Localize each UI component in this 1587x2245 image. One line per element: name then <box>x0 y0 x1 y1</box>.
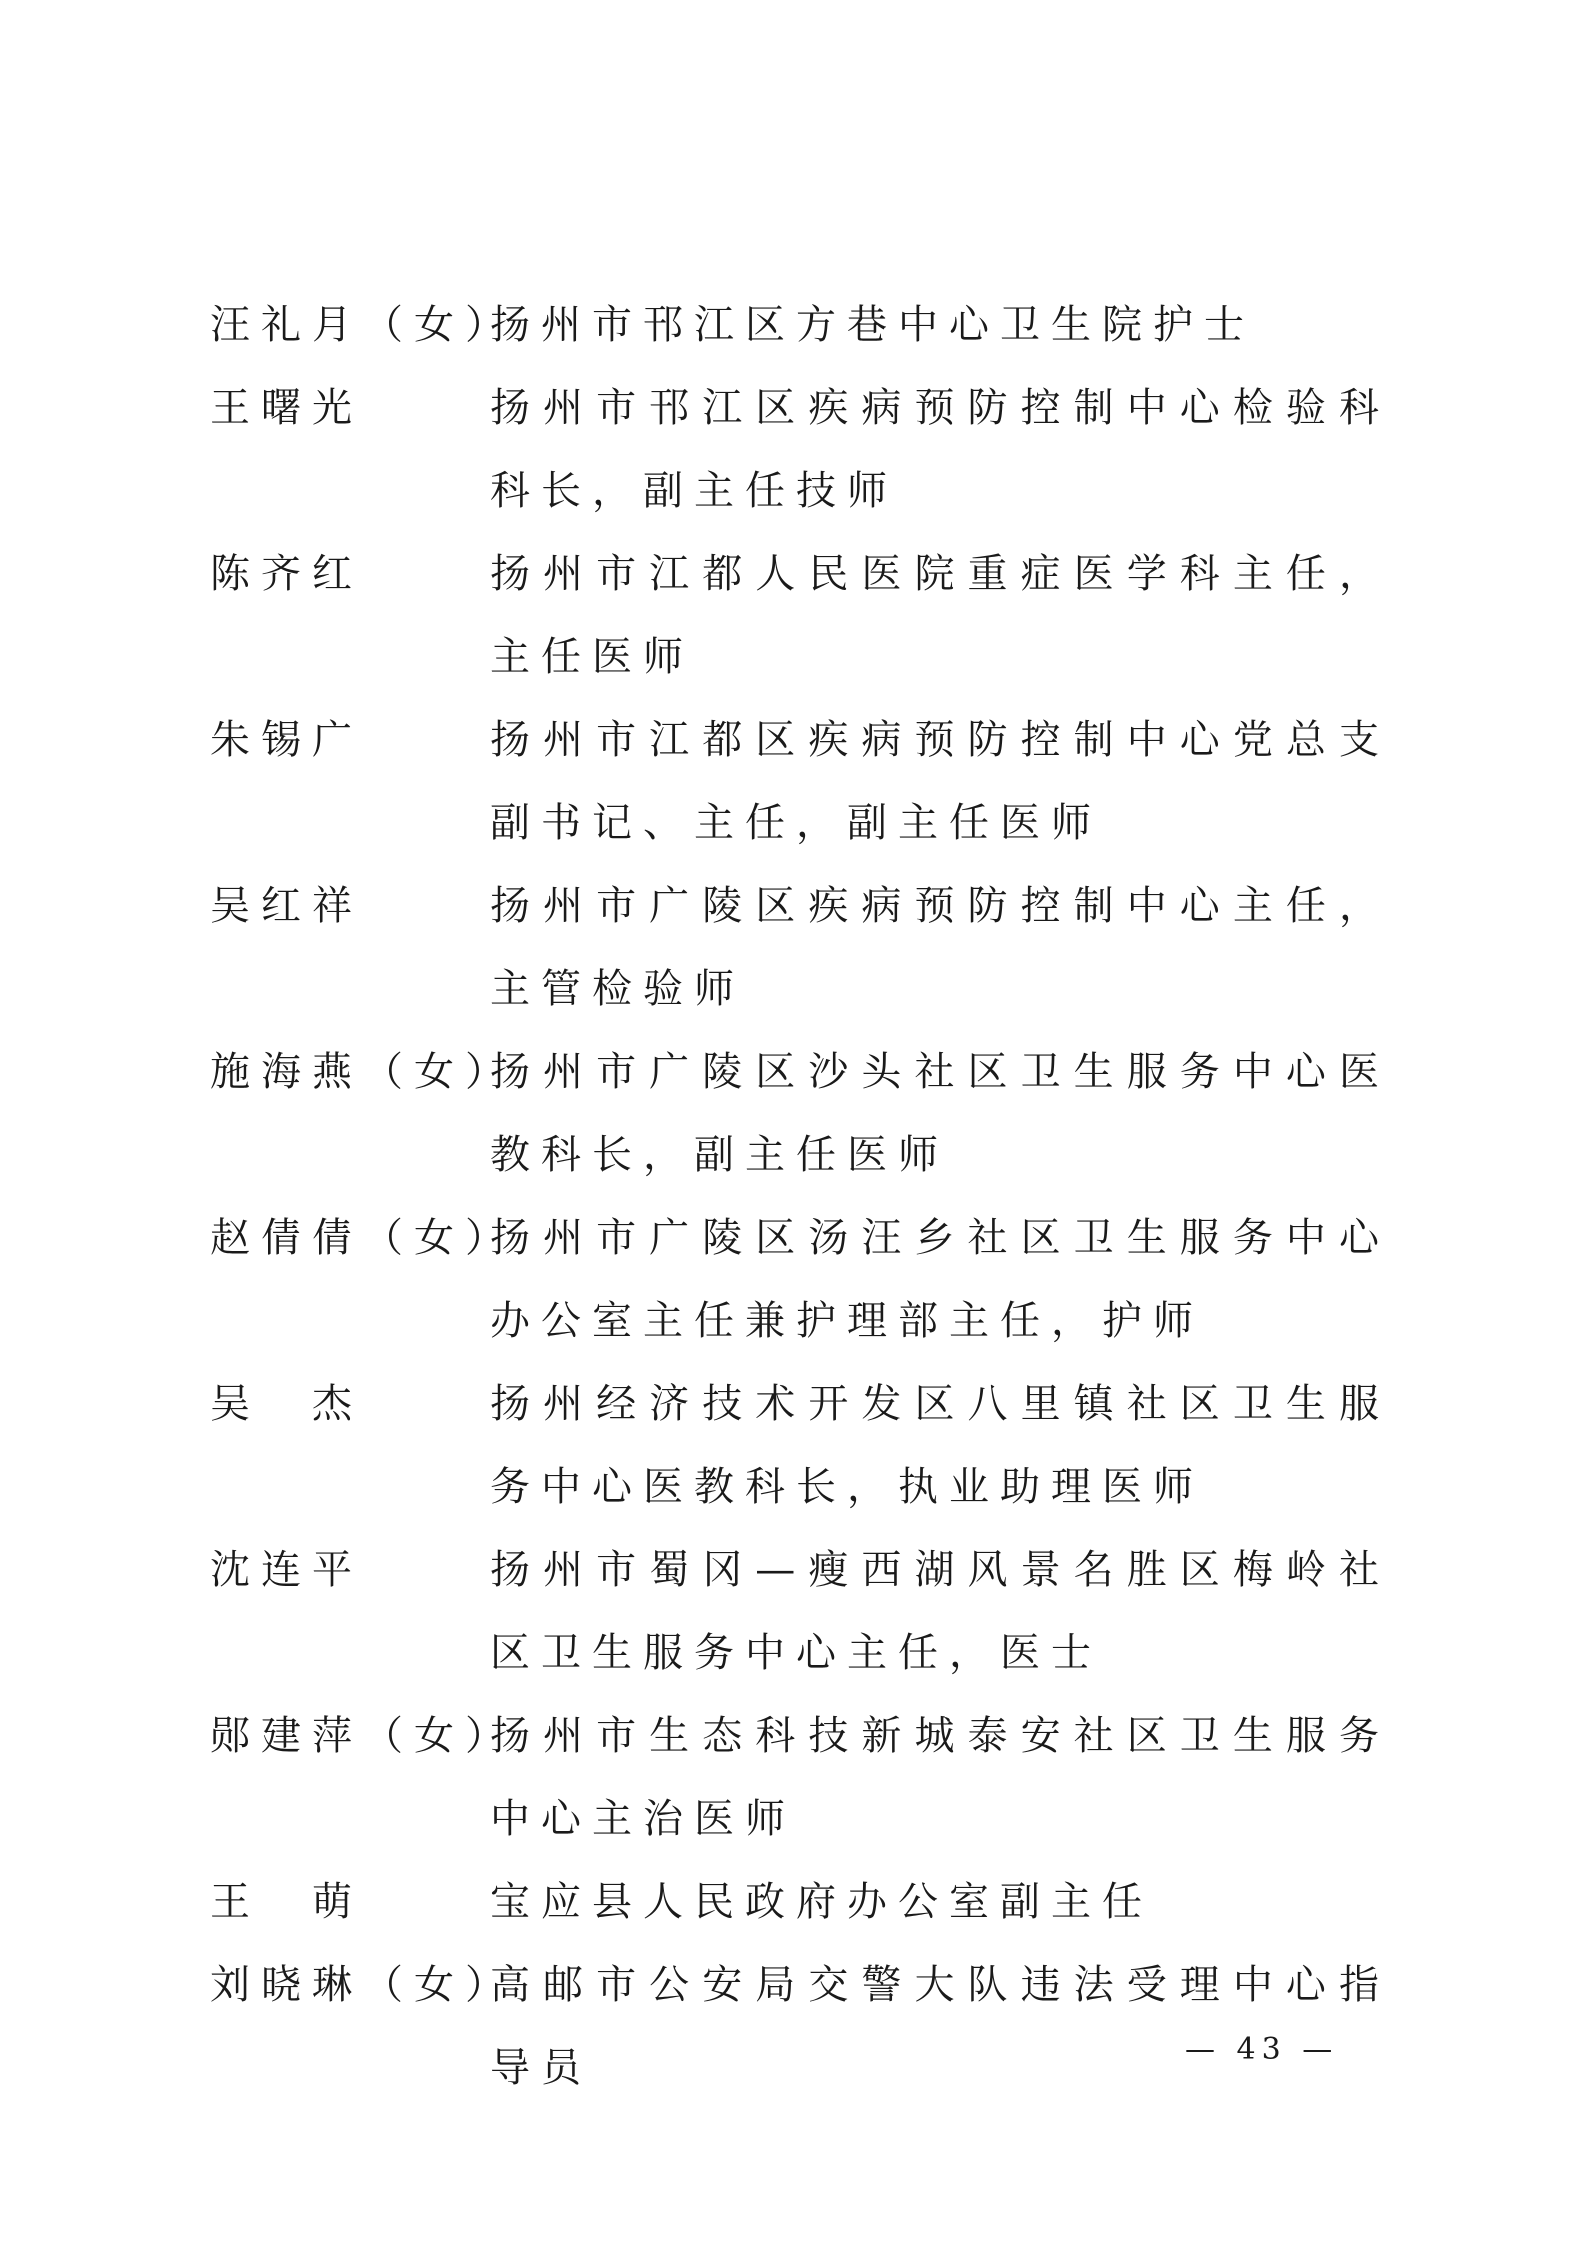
person-position: 扬州市广陵区汤汪乡社区卫生服务中心办公室主任兼护理部主任，护师 <box>490 1215 1390 1344</box>
person-name: 陈齐红 <box>210 551 363 597</box>
person-name: 郧建萍（女） <box>210 1713 516 1759</box>
person-name: 施海燕（女） <box>210 1049 516 1095</box>
person-position: 扬州市生态科技新城泰安社区卫生服务中心主治医师 <box>490 1713 1390 1842</box>
list-item <box>210 284 1390 367</box>
list-item <box>210 1529 1390 1695</box>
list-item <box>210 1197 1390 1363</box>
list-item <box>210 367 1390 533</box>
person-position: 高邮市公安局交警大队违法受理中心指导员 <box>490 1962 1390 2091</box>
list-item <box>210 1944 1390 2110</box>
list-item <box>210 1695 1390 1861</box>
person-position: 扬州市广陵区沙头社区卫生服务中心医教科长，副主任医师 <box>490 1049 1390 1178</box>
list-item <box>210 865 1390 1031</box>
honoree-list <box>210 284 1390 2110</box>
person-name: 吴 杰 <box>210 1381 363 1427</box>
person-name: 沈连平 <box>210 1547 363 1593</box>
page-number: — 43 — <box>1185 2032 1339 2067</box>
list-item <box>210 699 1390 865</box>
list-item <box>210 1861 1390 1944</box>
person-position: 扬州经济技术开发区八里镇社区卫生服务中心医教科长，执业助理医师 <box>490 1381 1390 1510</box>
person-name: 刘晓琳（女） <box>210 1962 516 2008</box>
person-name: 吴红祥 <box>210 883 363 929</box>
person-position: 扬州市江都人民医院重症医学科主任，主任医师 <box>490 551 1390 680</box>
person-name: 朱锡广 <box>210 717 363 763</box>
person-position: 宝应县人民政府办公室副主任 <box>490 1879 1153 1925</box>
person-position: 扬州市邗江区疾病预防控制中心检验科科长，副主任技师 <box>490 385 1390 514</box>
list-item <box>210 533 1390 699</box>
list-item <box>210 1363 1390 1529</box>
person-name: 汪礼月（女） <box>210 302 516 348</box>
person-position: 扬州市江都区疾病预防控制中心党总支副书记、主任，副主任医师 <box>490 717 1390 846</box>
person-position: 扬州市邗江区方巷中心卫生院护士 <box>490 302 1255 348</box>
person-name: 王 萌 <box>210 1879 363 1925</box>
list-item <box>210 1031 1390 1197</box>
person-name: 赵倩倩（女） <box>210 1215 516 1261</box>
person-position: 扬州市蜀冈—瘦西湖风景名胜区梅岭社区卫生服务中心主任，医士 <box>490 1547 1390 1676</box>
person-position: 扬州市广陵区疾病预防控制中心主任，主管检验师 <box>490 883 1390 1012</box>
person-name: 王曙光 <box>210 385 363 431</box>
